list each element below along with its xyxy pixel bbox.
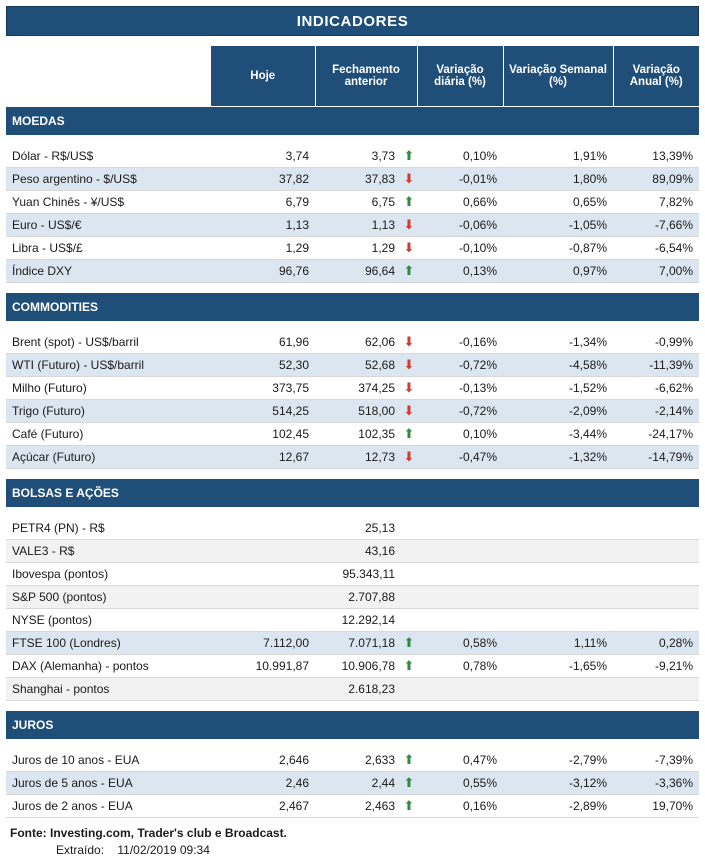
arrow-none bbox=[401, 563, 417, 586]
row-weekly-change: -3,44% bbox=[503, 423, 613, 446]
row-label: Brent (spot) - US$/barril bbox=[6, 331, 211, 354]
arrow-down-icon: ⬇ bbox=[401, 331, 417, 354]
table-spacer-cell bbox=[6, 283, 699, 293]
row-weekly-change: -1,65% bbox=[503, 655, 613, 678]
row-previous-value: 62,06 bbox=[315, 331, 401, 354]
row-weekly-change: 0,97% bbox=[503, 260, 613, 283]
row-label: Shanghai - pontos bbox=[6, 678, 211, 701]
row-daily-change: 0,10% bbox=[417, 423, 503, 446]
row-yearly-change: -0,99% bbox=[613, 331, 699, 354]
row-daily-change bbox=[417, 609, 503, 632]
footer-extracted-label: Extraído: bbox=[56, 843, 105, 857]
row-weekly-change: -2,79% bbox=[503, 749, 613, 772]
row-yearly-change: -7,39% bbox=[613, 749, 699, 772]
table-row bbox=[6, 632, 699, 655]
table-row bbox=[6, 331, 699, 354]
row-today-value: 2,646 bbox=[211, 749, 315, 772]
section-gap-row bbox=[6, 508, 699, 518]
row-weekly-change bbox=[503, 586, 613, 609]
row-weekly-change bbox=[503, 540, 613, 563]
row-yearly-change bbox=[613, 586, 699, 609]
row-today-value bbox=[211, 563, 315, 586]
row-daily-change: -0,10% bbox=[417, 237, 503, 260]
table-row bbox=[6, 214, 699, 237]
table-spacer-cell bbox=[6, 701, 699, 711]
table-row bbox=[6, 400, 699, 423]
row-label: Açúcar (Futuro) bbox=[6, 446, 211, 469]
row-previous-value: 518,00 bbox=[315, 400, 401, 423]
row-previous-value: 43,16 bbox=[315, 540, 401, 563]
table-row bbox=[6, 260, 699, 283]
arrow-down-icon: ⬇ bbox=[401, 354, 417, 377]
footer-extracted-value: 11/02/2019 09:34 bbox=[117, 843, 210, 857]
row-previous-value: 95.343,11 bbox=[315, 563, 401, 586]
section-gap-row bbox=[6, 136, 699, 146]
row-weekly-change bbox=[503, 517, 613, 540]
row-yearly-change: 19,70% bbox=[613, 795, 699, 818]
table-row bbox=[6, 517, 699, 540]
row-weekly-change: -2,89% bbox=[503, 795, 613, 818]
row-label: FTSE 100 (Londres) bbox=[6, 632, 211, 655]
indicators-sheet bbox=[0, 6, 705, 857]
row-label: Libra - US$/£ bbox=[6, 237, 211, 260]
row-yearly-change: 13,39% bbox=[613, 145, 699, 168]
row-previous-value: 2,633 bbox=[315, 749, 401, 772]
column-header-daily-change: Variação diária (%) bbox=[417, 46, 503, 107]
row-weekly-change bbox=[503, 609, 613, 632]
row-label: Índice DXY bbox=[6, 260, 211, 283]
table-row bbox=[6, 377, 699, 400]
section-gap-cell bbox=[6, 322, 699, 332]
row-weekly-change: -4,58% bbox=[503, 354, 613, 377]
row-yearly-change bbox=[613, 563, 699, 586]
table-spacer-row bbox=[6, 469, 699, 479]
page-title: INDICADORES bbox=[6, 6, 699, 36]
table-row bbox=[6, 655, 699, 678]
arrow-down-icon: ⬇ bbox=[401, 214, 417, 237]
row-yearly-change: 7,00% bbox=[613, 260, 699, 283]
row-yearly-change: -6,62% bbox=[613, 377, 699, 400]
row-previous-value: 52,68 bbox=[315, 354, 401, 377]
arrow-up-icon: ⬆ bbox=[401, 749, 417, 772]
row-label: PETR4 (PN) - R$ bbox=[6, 517, 211, 540]
row-daily-change: 0,58% bbox=[417, 632, 503, 655]
section-header-label: MOEDAS bbox=[6, 107, 699, 136]
row-yearly-change bbox=[613, 609, 699, 632]
row-yearly-change: -3,36% bbox=[613, 772, 699, 795]
arrow-none bbox=[401, 678, 417, 701]
table-header bbox=[6, 46, 699, 107]
row-previous-value: 102,35 bbox=[315, 423, 401, 446]
row-previous-value: 3,73 bbox=[315, 145, 401, 168]
table-spacer-row bbox=[6, 283, 699, 293]
row-label: DAX (Alemanha) - pontos bbox=[6, 655, 211, 678]
row-yearly-change: -7,66% bbox=[613, 214, 699, 237]
row-daily-change: -0,01% bbox=[417, 168, 503, 191]
section-header-row bbox=[6, 711, 699, 740]
arrow-up-icon: ⬆ bbox=[401, 772, 417, 795]
table-row bbox=[6, 678, 699, 701]
arrow-none bbox=[401, 586, 417, 609]
table-row bbox=[6, 563, 699, 586]
row-today-value: 373,75 bbox=[211, 377, 315, 400]
section-header-label: JUROS bbox=[6, 711, 699, 740]
row-yearly-change: 0,28% bbox=[613, 632, 699, 655]
row-previous-value: 10.906,78 bbox=[315, 655, 401, 678]
row-yearly-change: -9,21% bbox=[613, 655, 699, 678]
row-yearly-change: -2,14% bbox=[613, 400, 699, 423]
row-daily-change: 0,10% bbox=[417, 145, 503, 168]
row-daily-change: -0,72% bbox=[417, 400, 503, 423]
table-row bbox=[6, 749, 699, 772]
row-daily-change bbox=[417, 517, 503, 540]
table-spacer-row bbox=[6, 701, 699, 711]
arrow-none bbox=[401, 609, 417, 632]
row-weekly-change: -1,32% bbox=[503, 446, 613, 469]
row-today-value: 61,96 bbox=[211, 331, 315, 354]
row-yearly-change bbox=[613, 678, 699, 701]
row-weekly-change: -1,05% bbox=[503, 214, 613, 237]
row-label: Trigo (Futuro) bbox=[6, 400, 211, 423]
row-label: VALE3 - R$ bbox=[6, 540, 211, 563]
arrow-down-icon: ⬇ bbox=[401, 446, 417, 469]
section-header-label: COMMODITIES bbox=[6, 293, 699, 322]
row-weekly-change: -0,87% bbox=[503, 237, 613, 260]
row-daily-change: 0,13% bbox=[417, 260, 503, 283]
row-today-value: 37,82 bbox=[211, 168, 315, 191]
arrow-up-icon: ⬆ bbox=[401, 795, 417, 818]
row-today-value: 1,29 bbox=[211, 237, 315, 260]
row-label: Juros de 5 anos - EUA bbox=[6, 772, 211, 795]
row-previous-value: 2.618,23 bbox=[315, 678, 401, 701]
row-label: WTI (Futuro) - US$/barril bbox=[6, 354, 211, 377]
column-header-yearly-change: Variação Anual (%) bbox=[613, 46, 699, 107]
row-daily-change bbox=[417, 563, 503, 586]
row-previous-value: 37,83 bbox=[315, 168, 401, 191]
column-header-weekly-change: Variação Semanal (%) bbox=[503, 46, 613, 107]
row-today-value: 514,25 bbox=[211, 400, 315, 423]
row-today-value bbox=[211, 609, 315, 632]
row-label: Dólar - R$/US$ bbox=[6, 145, 211, 168]
row-previous-value: 1,13 bbox=[315, 214, 401, 237]
row-today-value: 2,467 bbox=[211, 795, 315, 818]
row-today-value bbox=[211, 517, 315, 540]
row-daily-change bbox=[417, 540, 503, 563]
section-gap-cell bbox=[6, 136, 699, 146]
arrow-down-icon: ⬇ bbox=[401, 168, 417, 191]
row-daily-change: 0,55% bbox=[417, 772, 503, 795]
table-row bbox=[6, 191, 699, 214]
row-label: S&P 500 (pontos) bbox=[6, 586, 211, 609]
row-yearly-change bbox=[613, 517, 699, 540]
column-header-previous-close: Fechamento anterior bbox=[315, 46, 417, 107]
row-today-value bbox=[211, 586, 315, 609]
row-weekly-change: 0,65% bbox=[503, 191, 613, 214]
row-yearly-change: -6,54% bbox=[613, 237, 699, 260]
row-previous-value: 7.071,18 bbox=[315, 632, 401, 655]
row-label: Café (Futuro) bbox=[6, 423, 211, 446]
row-yearly-change: -11,39% bbox=[613, 354, 699, 377]
row-weekly-change: 1,80% bbox=[503, 168, 613, 191]
row-weekly-change: -1,52% bbox=[503, 377, 613, 400]
row-today-value: 12,67 bbox=[211, 446, 315, 469]
arrow-up-icon: ⬆ bbox=[401, 260, 417, 283]
section-header-label: BOLSAS E AÇÕES bbox=[6, 479, 699, 508]
row-daily-change: -0,06% bbox=[417, 214, 503, 237]
section-gap-cell bbox=[6, 740, 699, 750]
row-weekly-change bbox=[503, 563, 613, 586]
row-today-value bbox=[211, 678, 315, 701]
row-today-value: 96,76 bbox=[211, 260, 315, 283]
row-daily-change: 0,16% bbox=[417, 795, 503, 818]
table-row bbox=[6, 423, 699, 446]
table-spacer-cell bbox=[6, 469, 699, 479]
row-yearly-change: 89,09% bbox=[613, 168, 699, 191]
row-weekly-change: 1,11% bbox=[503, 632, 613, 655]
row-label: Milho (Futuro) bbox=[6, 377, 211, 400]
row-previous-value: 1,29 bbox=[315, 237, 401, 260]
table-body bbox=[6, 107, 699, 818]
column-header-hoje: Hoje bbox=[211, 46, 315, 107]
row-daily-change: -0,47% bbox=[417, 446, 503, 469]
arrow-up-icon: ⬆ bbox=[401, 191, 417, 214]
row-yearly-change: 7,82% bbox=[613, 191, 699, 214]
row-today-value: 6,79 bbox=[211, 191, 315, 214]
arrow-up-icon: ⬆ bbox=[401, 423, 417, 446]
row-previous-value: 2.707,88 bbox=[315, 586, 401, 609]
table-row bbox=[6, 772, 699, 795]
row-today-value: 10.991,87 bbox=[211, 655, 315, 678]
table-row bbox=[6, 586, 699, 609]
row-label: NYSE (pontos) bbox=[6, 609, 211, 632]
arrow-down-icon: ⬇ bbox=[401, 400, 417, 423]
row-previous-value: 25,13 bbox=[315, 517, 401, 540]
arrow-none bbox=[401, 517, 417, 540]
row-previous-value: 6,75 bbox=[315, 191, 401, 214]
row-label: Juros de 2 anos - EUA bbox=[6, 795, 211, 818]
arrow-down-icon: ⬇ bbox=[401, 377, 417, 400]
section-header-row bbox=[6, 107, 699, 136]
arrow-down-icon: ⬇ bbox=[401, 237, 417, 260]
row-daily-change: 0,47% bbox=[417, 749, 503, 772]
arrow-none bbox=[401, 540, 417, 563]
row-yearly-change bbox=[613, 540, 699, 563]
table-row bbox=[6, 446, 699, 469]
row-label: Juros de 10 anos - EUA bbox=[6, 749, 211, 772]
row-daily-change: 0,78% bbox=[417, 655, 503, 678]
table-row bbox=[6, 609, 699, 632]
row-weekly-change: -2,09% bbox=[503, 400, 613, 423]
arrow-up-icon: ⬆ bbox=[401, 655, 417, 678]
row-daily-change bbox=[417, 678, 503, 701]
row-previous-value: 374,25 bbox=[315, 377, 401, 400]
row-yearly-change: -24,17% bbox=[613, 423, 699, 446]
footer bbox=[10, 826, 699, 857]
table-row bbox=[6, 237, 699, 260]
section-header-row bbox=[6, 479, 699, 508]
row-label: Peso argentino - $/US$ bbox=[6, 168, 211, 191]
row-weekly-change: 1,91% bbox=[503, 145, 613, 168]
table-row bbox=[6, 540, 699, 563]
row-label: Euro - US$/€ bbox=[6, 214, 211, 237]
arrow-up-icon: ⬆ bbox=[401, 632, 417, 655]
footer-source: Fonte: Investing.com, Trader's club e Broadcast. bbox=[10, 826, 287, 840]
table-row bbox=[6, 354, 699, 377]
row-today-value: 3,74 bbox=[211, 145, 315, 168]
table-row bbox=[6, 168, 699, 191]
row-label: Yuan Chinês - ¥/US$ bbox=[6, 191, 211, 214]
section-header-row bbox=[6, 293, 699, 322]
row-today-value: 102,45 bbox=[211, 423, 315, 446]
row-label: Ibovespa (pontos) bbox=[6, 563, 211, 586]
table-row bbox=[6, 145, 699, 168]
row-today-value bbox=[211, 540, 315, 563]
row-weekly-change: -3,12% bbox=[503, 772, 613, 795]
row-today-value: 2,46 bbox=[211, 772, 315, 795]
row-previous-value: 2,44 bbox=[315, 772, 401, 795]
row-daily-change bbox=[417, 586, 503, 609]
row-daily-change: 0,66% bbox=[417, 191, 503, 214]
row-previous-value: 12,73 bbox=[315, 446, 401, 469]
footer-extracted bbox=[10, 843, 699, 857]
row-previous-value: 12.292,14 bbox=[315, 609, 401, 632]
row-today-value: 52,30 bbox=[211, 354, 315, 377]
section-gap-row bbox=[6, 322, 699, 332]
arrow-up-icon: ⬆ bbox=[401, 145, 417, 168]
row-today-value: 1,13 bbox=[211, 214, 315, 237]
row-weekly-change bbox=[503, 678, 613, 701]
row-previous-value: 2,463 bbox=[315, 795, 401, 818]
row-previous-value: 96,64 bbox=[315, 260, 401, 283]
column-header-blank bbox=[6, 46, 211, 107]
row-daily-change: -0,13% bbox=[417, 377, 503, 400]
row-daily-change: -0,72% bbox=[417, 354, 503, 377]
section-gap-row bbox=[6, 740, 699, 750]
row-daily-change: -0,16% bbox=[417, 331, 503, 354]
indicators-table bbox=[6, 46, 699, 818]
row-today-value: 7.112,00 bbox=[211, 632, 315, 655]
section-gap-cell bbox=[6, 508, 699, 518]
row-weekly-change: -1,34% bbox=[503, 331, 613, 354]
row-yearly-change: -14,79% bbox=[613, 446, 699, 469]
table-row bbox=[6, 795, 699, 818]
